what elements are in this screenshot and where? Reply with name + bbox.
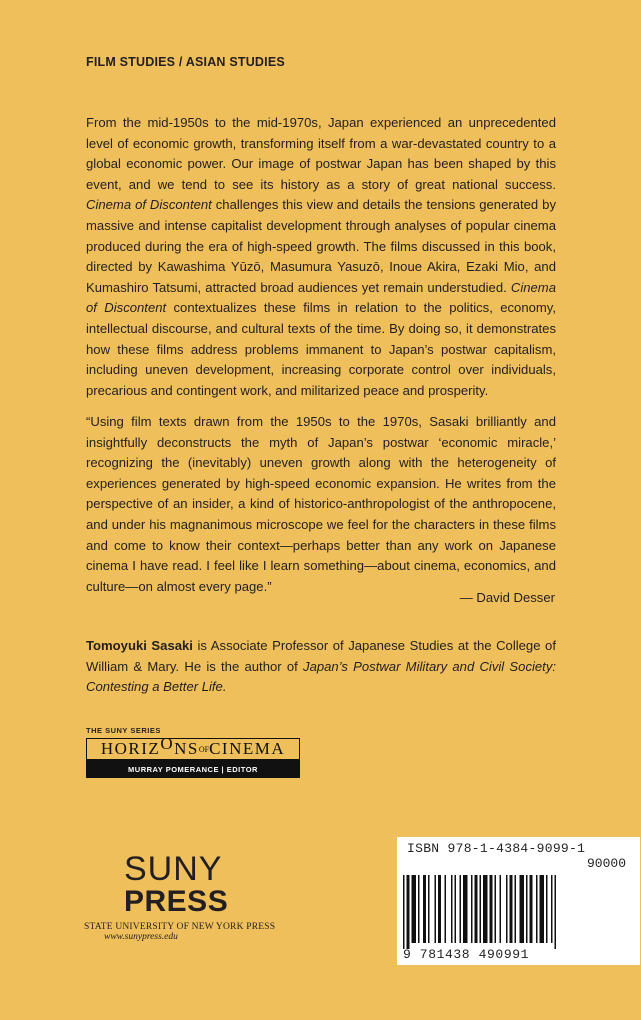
series-name-of: OF (198, 744, 210, 754)
barcode-bar (510, 875, 513, 943)
barcode-digits: 9 781438 490991 (403, 947, 530, 962)
barcode-bar (455, 875, 457, 943)
barcode-bar (463, 875, 468, 943)
barcode-bar (471, 875, 473, 943)
description-run: challenges this view and details the tensions generated by massive and intense capitalist development through analyses of popular cinema produced during the era of high-speed growth. The films discussed in this book, directed by Kawashima Yūzō, Masumura Yasuzō, Inoue Akira, Ezaki Mio, and Kumashiro Tatsumi, attracted broad audiences yet remain understudied. (86, 197, 556, 295)
barcode-bar (551, 875, 553, 943)
series-editor: MURRAY POMERANCE | EDITOR (86, 760, 300, 778)
isbn-text: ISBN 978-1-4384-9099-1 (407, 841, 586, 856)
bio-run: Tomoyuki Sasaki (86, 638, 193, 653)
barcode-bar (451, 875, 453, 943)
series-name-left: HORIZ (100, 739, 161, 758)
barcode-bar (526, 875, 528, 943)
barcode-bar (412, 875, 417, 943)
barcode-bar (500, 875, 502, 943)
barcode-bar (536, 875, 538, 943)
description-run: From the mid-1950s to the mid-1970s, Japan experienced an unprecedented level of economic growth, transforming itself from a war-devastated country to a global economic power. Our image of postwar Japan has been shaped by this event, and we tend to see its history as a story of great national success. (86, 115, 556, 192)
barcode-bar (407, 875, 410, 949)
barcode-bar (555, 875, 557, 949)
series-name-mid: NS (174, 739, 199, 758)
publisher-url: www.sunypress.edu (104, 932, 178, 942)
barcode-bar (418, 875, 420, 943)
barcode-bar (540, 875, 545, 943)
publisher-logo (84, 852, 284, 942)
barcode-bar (495, 875, 497, 943)
barcode-bar (475, 875, 478, 943)
bio-run: is Associate Professor of Japanese Studies at the College of William & Mary. He is the author of (86, 638, 556, 674)
publisher-full-name: STATE UNIVERSITY OF NEW YORK PRESS (84, 922, 276, 932)
series-name-right: CINEMA (209, 739, 286, 758)
barcode-bar (423, 875, 426, 943)
publisher-suny: SUNY (124, 850, 223, 888)
endorsement-quote: “Using film texts drawn from the 1950s to the 1970s, Sasaki brilliantly and insightfully deconstructs the myth of Japan’s postwar ‘economic miracle,’ recognizing the (inevitably) uneven growth along with the heterogeneity of experiences generated by high-speed economic expansion. He writes from the perspective of an insider, a kind of historico-anthropologist of the anthropocene, and under his magnanimous microscope we feel for the characters in these films and come to know their context—perhaps better than any work on Japanese cinema I have read. I feel like I learn something—about cinema, economics, and culture—on almost every page.” (86, 414, 556, 594)
series-top-label: THE SUNY SERIES (86, 726, 161, 735)
barcode-bars (397, 837, 640, 965)
barcode-bar (460, 875, 462, 943)
barcode-bar (490, 875, 493, 943)
series-name-o: O (160, 734, 175, 753)
barcode-bar (546, 875, 548, 943)
description-run: contextualizes these films in relation to the politics, economy, intellectual discourse, and cultural texts of the time. By doing so, it demonstrates how these films address problems immanent to Japan’s postwar capitalism, including uneven development, increasing corporate control over individuals, precarious and contingent work, and militarized peace and prosperity. (86, 300, 557, 398)
series-name (86, 734, 300, 760)
book-description (86, 113, 556, 401)
description-run: Cinema of Discontent (86, 197, 212, 213)
description-run: Cinema of Discontent (86, 279, 556, 316)
author-bio (86, 636, 556, 698)
publisher-press: PRESS (124, 885, 229, 918)
barcode-bar (438, 875, 441, 943)
price-code: 90000 (586, 856, 626, 871)
barcode-bar (520, 875, 525, 943)
bio-run: Japan’s Postwar Military and Civil Society: Contesting a Better Life. (86, 658, 556, 695)
series-logo (86, 726, 300, 778)
barcode-bar (530, 875, 533, 943)
barcode-bar (428, 875, 430, 943)
barcode-bar (403, 875, 405, 949)
barcode-bar (445, 875, 447, 943)
barcode-bar (435, 875, 437, 943)
barcode-bar (480, 875, 482, 943)
barcode-bar (515, 875, 517, 943)
quote-attribution: — David Desser (459, 590, 555, 605)
isbn-barcode (397, 837, 640, 965)
category-label: FILM STUDIES / ASIAN STUDIES (86, 55, 285, 69)
barcode-bar (506, 875, 508, 943)
barcode-bar (483, 875, 488, 943)
